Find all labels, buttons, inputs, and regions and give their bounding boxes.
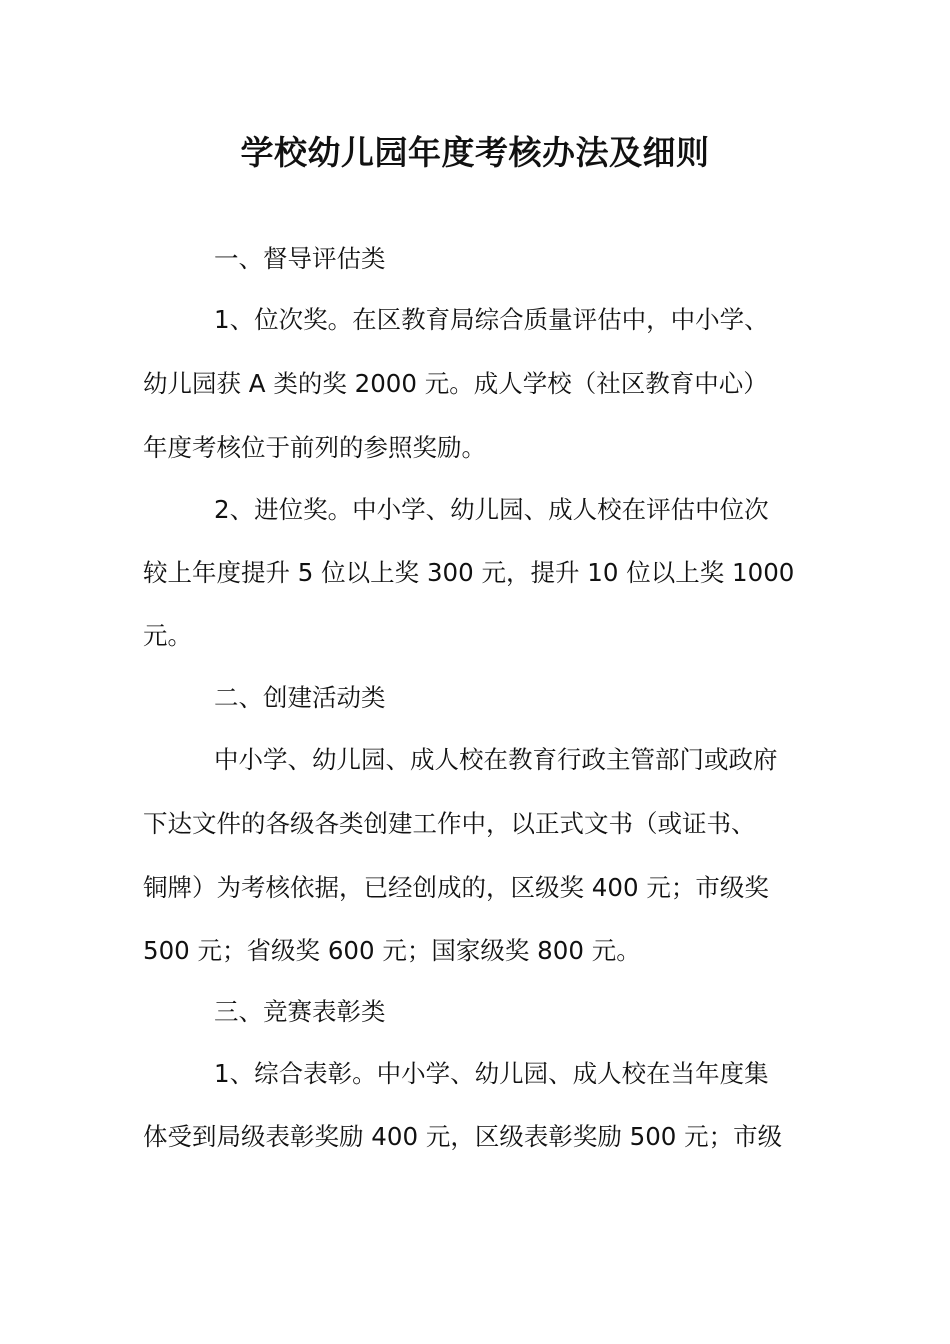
paragraph-line: 铜牌）为考核依据，已经创成的，区级奖 400 元；市级奖 (143, 873, 769, 902)
section-heading-supervision: 一、督导评估类 (214, 244, 386, 273)
section-heading-competition: 三、竞赛表彰类 (214, 997, 386, 1026)
section-heading-creation: 二、创建活动类 (214, 683, 386, 712)
document-title: 学校幼儿园年度考核办法及细则 (240, 133, 710, 172)
paragraph-line: 中小学、幼儿园、成人校在教育行政主管部门或政府 (214, 745, 778, 774)
paragraph-line: 500 元；省级奖 600 元；国家级奖 800 元。 (143, 936, 641, 965)
paragraph-line: 元。 (143, 621, 192, 650)
paragraph-line: 1、综合表彰。中小学、幼儿园、成人校在当年度集 (214, 1059, 769, 1088)
paragraph-line: 幼儿园获 A 类的奖 2000 元。成人学校（社区教育中心） (143, 369, 768, 398)
paragraph-line: 下达文件的各级各类创建工作中，以正式文书（或证书、 (143, 809, 756, 838)
paragraph-line: 较上年度提升 5 位以上奖 300 元，提升 10 位以上奖 1000 (143, 558, 795, 587)
paragraph-line: 1、位次奖。在区教育局综合质量评估中，中小学、 (214, 305, 769, 334)
paragraph-line: 年度考核位于前列的参照奖励。 (143, 433, 486, 462)
paragraph-line: 体受到局级表彰奖励 400 元，区级表彰奖励 500 元；市级 (143, 1122, 783, 1151)
paragraph-line: 2、进位奖。中小学、幼儿园、成人校在评估中位次 (214, 495, 769, 524)
